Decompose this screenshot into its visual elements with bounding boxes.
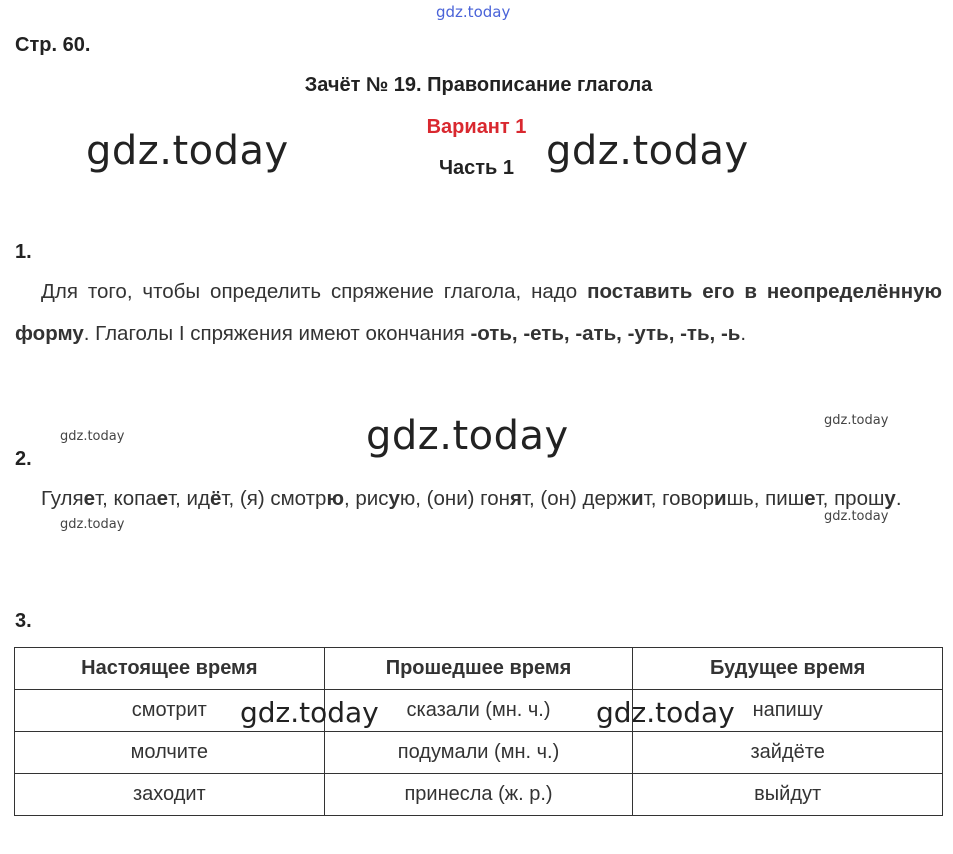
- watermark-table-right: gdz.today: [596, 696, 735, 729]
- table-row: [15, 774, 943, 816]
- table-cell: сказали (мн. ч.): [324, 690, 633, 732]
- word-stem: говор: [662, 487, 714, 510]
- table-header-row: [15, 648, 943, 690]
- table-cell: напишу: [633, 690, 943, 732]
- watermark-large-right: gdz.today: [546, 128, 749, 174]
- word-ending: у: [884, 487, 896, 510]
- task-1-text-part: Для того, чтобы определить спряжение глагола, надо: [41, 280, 588, 303]
- task-2-word: [114, 487, 187, 510]
- word-stem: (я) смотр: [239, 487, 327, 510]
- watermark-small: gdz.today: [60, 429, 125, 444]
- word-rest: .: [895, 487, 902, 510]
- table-cell: принесла (ж. р.): [324, 774, 633, 816]
- word-rest: т,: [815, 487, 835, 510]
- word-rest: т,: [643, 487, 663, 510]
- task-2-word: [834, 487, 901, 510]
- watermark-table-left: gdz.today: [240, 696, 379, 729]
- word-ending: ё: [209, 487, 222, 510]
- word-ending: и: [714, 487, 727, 510]
- task-1-bold-part: поставить его в неопределённую форму: [15, 280, 943, 345]
- task-1-text-part: .: [740, 322, 747, 345]
- task-2-word: [540, 487, 662, 510]
- word-stem: (они) гон: [426, 487, 510, 510]
- watermark-small: gdz.today: [60, 517, 125, 532]
- word-ending: и: [630, 487, 644, 510]
- word-rest: шь,: [726, 487, 766, 510]
- task-2-word: [355, 487, 426, 510]
- word-ending: е: [156, 487, 169, 510]
- table-row: [15, 732, 943, 774]
- word-ending: у: [388, 487, 400, 510]
- table-row: [15, 690, 943, 732]
- word-stem: прош: [834, 487, 885, 510]
- task-1-text: [15, 271, 942, 355]
- word-rest: т,: [221, 487, 240, 510]
- page-label: Стр. 60.: [15, 34, 91, 56]
- part-label: Часть 1: [438, 157, 515, 179]
- task-2-word: [427, 487, 541, 510]
- table-cell: заходит: [15, 774, 325, 816]
- word-ending: е: [83, 487, 95, 510]
- table-cell: подумали (мн. ч.): [324, 732, 633, 774]
- word-stem: рис: [355, 487, 389, 510]
- word-rest: т,: [521, 487, 541, 510]
- word-ending: ю: [326, 487, 344, 510]
- word-stem: Гуля: [41, 487, 84, 510]
- task-1-text-part: . Глаголы I спряжения имеют окончания: [83, 322, 471, 345]
- task-2-word: [187, 487, 240, 510]
- table-header-cell: Будущее время: [633, 648, 943, 690]
- word-rest: т,: [95, 487, 114, 510]
- table-cell: выйдут: [633, 774, 943, 816]
- word-stem: ид: [186, 487, 210, 510]
- word-rest: ,: [343, 487, 356, 510]
- word-rest: ю,: [399, 487, 427, 510]
- task-2-word: [765, 487, 834, 510]
- task-3-number: 3.: [15, 610, 32, 632]
- watermark-large-left: gdz.today: [86, 128, 289, 174]
- watermark-small: gdz.today: [824, 509, 889, 524]
- page-title: Зачёт № 19. Правописание глагола: [304, 74, 653, 96]
- table-header-cell: Прошедшее время: [324, 648, 633, 690]
- word-stem: (он) держ: [540, 487, 631, 510]
- task-2-word: [41, 487, 114, 510]
- table-cell: смотрит: [15, 690, 325, 732]
- task-2-word: [240, 487, 355, 510]
- watermark-top: gdz.today: [436, 3, 511, 21]
- watermark-large-center: gdz.today: [366, 413, 569, 459]
- task-1-number: 1.: [15, 241, 32, 263]
- task-2-text: [15, 477, 942, 521]
- task-2-number: 2.: [15, 448, 32, 470]
- task-1-bold-part: -оть, -еть, -ать, -уть, -ть, -ь: [470, 322, 741, 345]
- table-cell: зайдёте: [633, 732, 943, 774]
- word-ending: е: [804, 487, 816, 510]
- watermark-small: gdz.today: [824, 413, 889, 428]
- word-stem: копа: [113, 487, 157, 510]
- table-header-cell: Настоящее время: [15, 648, 325, 690]
- word-rest: т,: [168, 487, 187, 510]
- task-2-word: [662, 487, 765, 510]
- word-ending: я: [509, 487, 522, 510]
- variant-label: Вариант 1: [426, 116, 527, 138]
- word-stem: пиш: [765, 487, 805, 510]
- tenses-table: [14, 647, 943, 816]
- table-cell: молчите: [15, 732, 325, 774]
